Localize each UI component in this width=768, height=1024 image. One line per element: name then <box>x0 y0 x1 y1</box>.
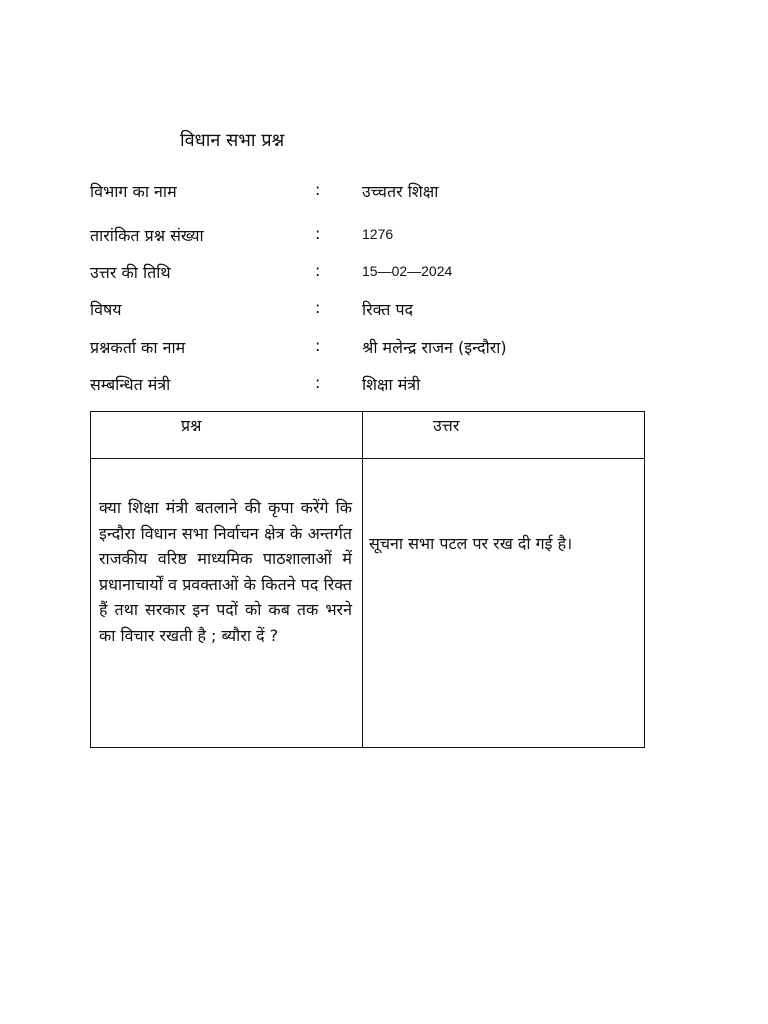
meta-value: 15—02—2024 <box>362 263 453 279</box>
meta-label: सम्बन्धित मंत्री <box>90 375 171 394</box>
question-answer-table <box>90 411 645 748</box>
meta-colon: : <box>315 261 321 280</box>
meta-colon: : <box>315 224 321 243</box>
meta-label: विभाग का नाम <box>90 182 177 201</box>
meta-row-question-number <box>90 224 650 250</box>
meta-row-subject <box>90 298 650 324</box>
meta-label: तारांकित प्रश्न संख्या <box>90 226 204 245</box>
meta-label: प्रश्नकर्ता का नाम <box>90 338 186 357</box>
table-header-row <box>91 412 645 459</box>
meta-row-minister <box>90 373 650 399</box>
table-row <box>91 459 645 748</box>
meta-label: विषय <box>90 300 122 319</box>
meta-value: उच्चतर शिक्षा <box>362 182 439 201</box>
meta-row-answer-date <box>90 261 650 287</box>
meta-row-department <box>90 180 650 206</box>
question-text: क्या शिक्षा मंत्री बतलाने की कृपा करेंगे कि इन्दौरा विधान सभा निर्वाचन क्षेत्र के अन्तर्गत राजकीय वरिष्ठ माध्यमिक पाठशालाओं में प्रधानाचार्यों व प्रवक्ताओं के कितने पद रिक्त हैं तथा सरकार इन पदों को कब तक भरने का विचार रखती है ; ब्यौरा दें ? <box>91 459 363 748</box>
meta-colon: : <box>315 298 321 317</box>
meta-value: 1276 <box>362 226 394 242</box>
meta-value: श्री मलेन्द्र राजन (इन्दौरा) <box>362 338 507 357</box>
answer-text: सूचना सभा पटल पर रख दी गई है। <box>363 459 645 748</box>
meta-colon: : <box>315 180 321 199</box>
meta-row-questioner <box>90 336 650 362</box>
question-column-header: प्रश्न <box>91 412 363 459</box>
meta-label: उत्तर की तिथि <box>90 263 171 282</box>
document-title: विधान सभा प्रश्न <box>180 130 285 151</box>
meta-value: रिक्त पद <box>362 300 414 319</box>
meta-colon: : <box>315 373 321 392</box>
meta-colon: : <box>315 336 321 355</box>
answer-column-header: उत्तर <box>363 412 645 459</box>
meta-value: शिक्षा मंत्री <box>362 375 421 394</box>
